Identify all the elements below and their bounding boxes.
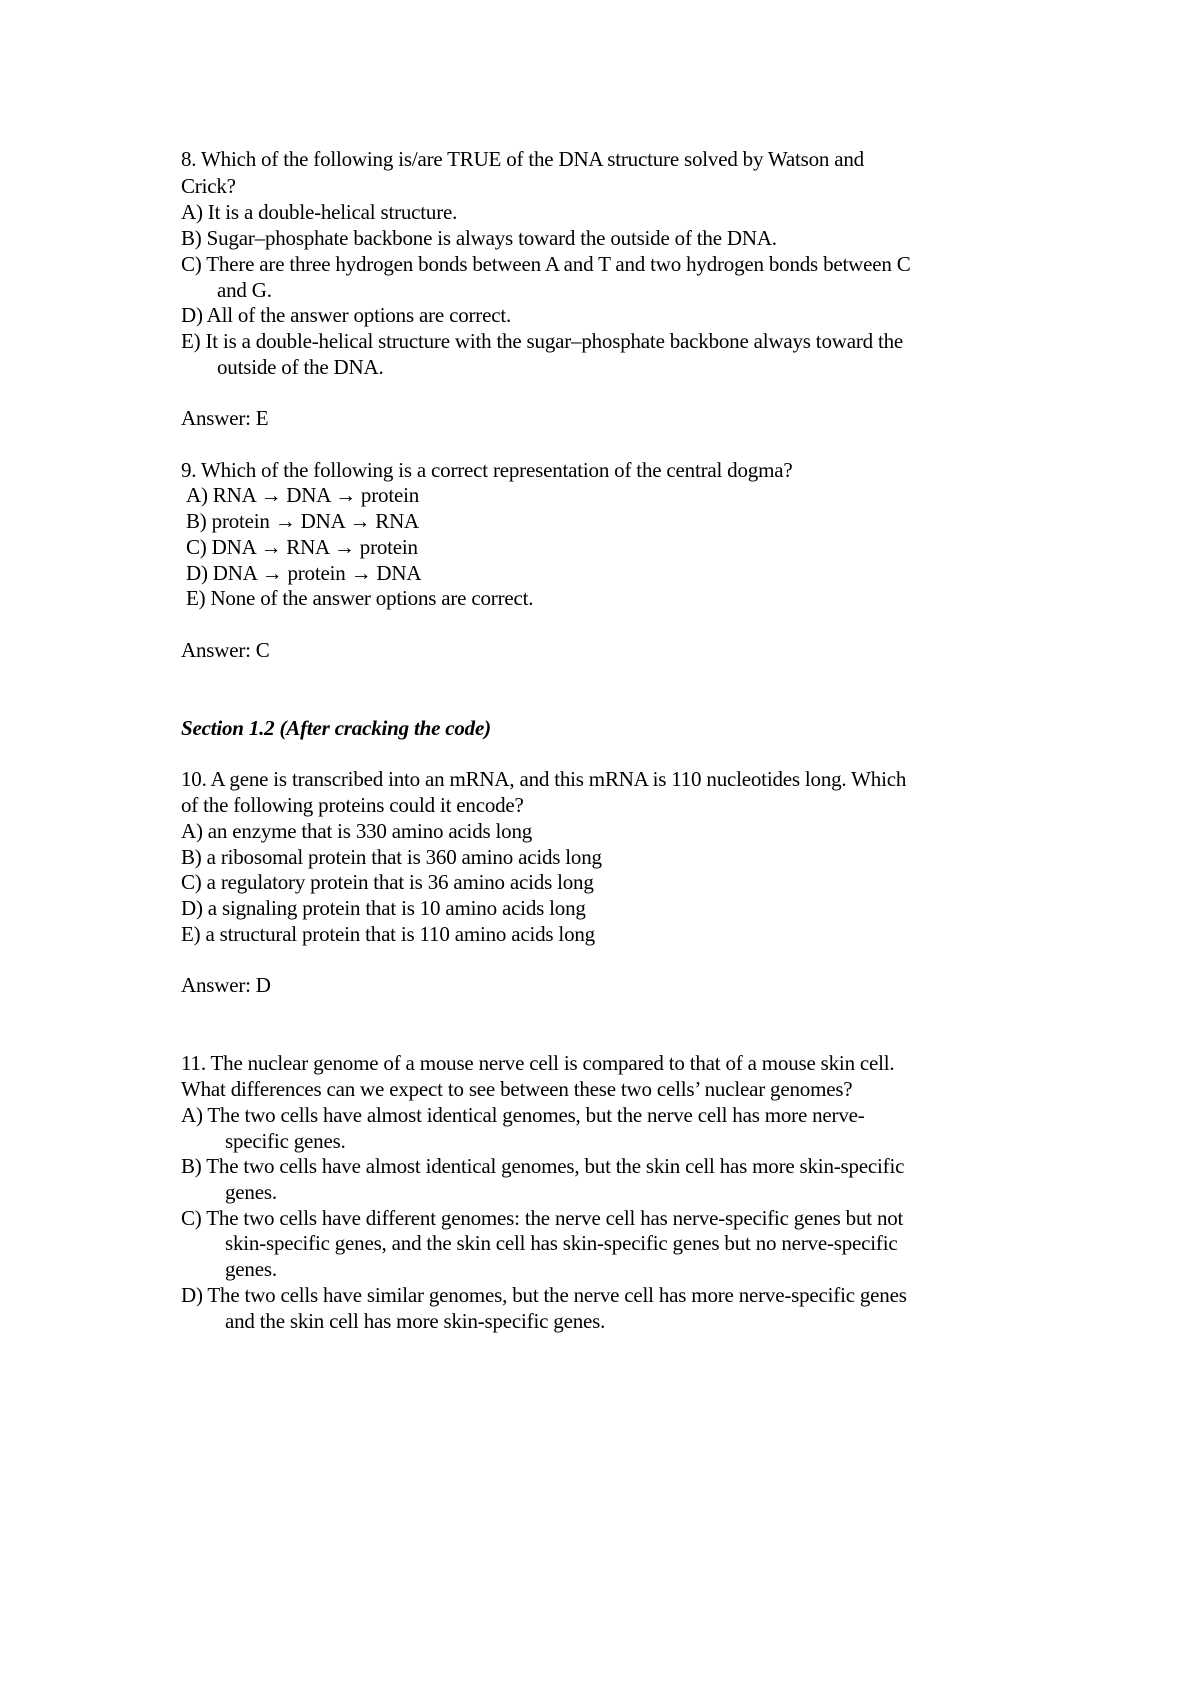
- question-11-option-d-line-1: D) The two cells have similar genomes, but the nerve cell has more nerve-specific genes: [181, 1283, 907, 1307]
- question-10-option-c: C) a regulatory protein that is 36 amino acids long: [181, 870, 594, 894]
- question-8-option-c-line-1: C) There are three hydrogen bonds between A and T and two hydrogen bonds between C: [181, 252, 911, 276]
- question-8-option-b: B) Sugar–phosphate backbone is always toward the outside of the DNA.: [181, 226, 777, 250]
- question-11-stem-line-2: What differences can we expect to see between these two cells’ nuclear genomes?: [181, 1077, 853, 1101]
- question-9-option-c: C) DNA → RNA → protein: [186, 535, 418, 559]
- question-9-option-a: A) RNA → DNA → protein: [186, 483, 420, 507]
- question-9-option-d: D) DNA → protein → DNA: [186, 561, 422, 585]
- question-11-option-a-line-2: specific genes.: [225, 1129, 346, 1153]
- question-10-stem-line-1: 10. A gene is transcribed into an mRNA, and this mRNA is 110 nucleotides long. Which: [181, 767, 907, 791]
- question-9-stem: 9. Which of the following is a correct representation of the central dogma?: [181, 458, 793, 482]
- question-9-answer: Answer: C: [181, 638, 270, 662]
- question-8-option-a: A) It is a double-helical structure.: [181, 200, 458, 224]
- question-11-option-c-line-1: C) The two cells have different genomes: the nerve cell has nerve-specific genes but not: [181, 1206, 904, 1230]
- question-8-answer: Answer: E: [181, 406, 269, 430]
- section-heading: Section 1.2 (After cracking the code): [181, 716, 491, 740]
- question-10-option-a: A) an enzyme that is 330 amino acids long: [181, 819, 533, 843]
- question-10-option-e: E) a structural protein that is 110 amino acids long: [181, 922, 595, 946]
- question-11-stem-line-1: 11. The nuclear genome of a mouse nerve cell is compared to that of a mouse skin cell.: [181, 1051, 895, 1075]
- question-10-answer: Answer: D: [181, 973, 271, 997]
- question-11-option-c-line-3: genes.: [225, 1257, 277, 1281]
- question-10-option-b: B) a ribosomal protein that is 360 amino acids long: [181, 845, 602, 869]
- question-11-option-c-line-2: skin-specific genes, and the skin cell has skin-specific genes but no nerve-specific: [225, 1231, 898, 1255]
- question-11-option-b-line-1: B) The two cells have almost identical genomes, but the skin cell has more skin-specific: [181, 1154, 905, 1178]
- question-11-option-d-line-2: and the skin cell has more skin-specific genes.: [225, 1309, 606, 1333]
- question-8-option-e-line-1: E) It is a double-helical structure with the sugar–phosphate backbone always toward the: [181, 329, 904, 353]
- question-8-option-d: D) All of the answer options are correct.: [181, 303, 512, 327]
- question-9-option-e: E) None of the answer options are correct.: [186, 586, 534, 610]
- question-10-stem-line-2: of the following proteins could it encode?: [181, 793, 524, 817]
- question-11-option-b-line-2: genes.: [225, 1180, 277, 1204]
- question-8-option-c-line-2: and G.: [217, 278, 272, 302]
- question-8-option-e-line-2: outside of the DNA.: [217, 355, 384, 379]
- question-9-option-b: B) protein → DNA → RNA: [186, 509, 420, 533]
- question-8-stem-line-1: 8. Which of the following is/are TRUE of the DNA structure solved by Watson and: [181, 147, 864, 171]
- question-8-stem-line-2: Crick?: [181, 174, 236, 198]
- question-11-option-a-line-1: A) The two cells have almost identical genomes, but the nerve cell has more nerve-: [181, 1103, 865, 1127]
- question-10-option-d: D) a signaling protein that is 10 amino acids long: [181, 896, 586, 920]
